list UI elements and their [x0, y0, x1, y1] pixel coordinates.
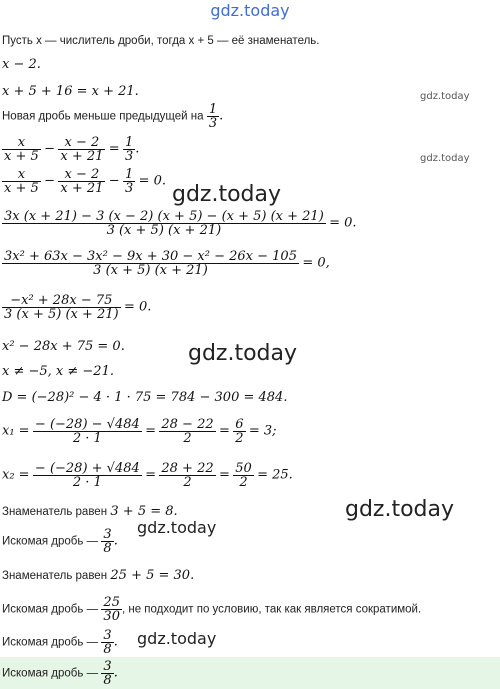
equation-line: $\frac{x}{x + 5}$ − $\frac{x - 2}{x + 21}$ − $\frac{1}{3}$ = 0. — [4, 167, 167, 196]
condition-line: Новая дробь меньше предыдущей на $\frac{1}{3}$ . — [2, 102, 224, 131]
fraction: $\frac{1}{3}$ — [124, 167, 134, 196]
condition-text: Новая дробь меньше предыдущей на — [2, 110, 204, 123]
watermark: gdz.today — [188, 341, 298, 366]
watermark: gdz.today — [420, 153, 470, 164]
watermark: gdz.today — [420, 91, 470, 102]
intro-text: Пусть x — числитель дроби, тогда x + 5 — её знаменатель. — [2, 35, 320, 47]
watermark: gdz.today — [172, 182, 282, 207]
root-1-line: x₁ = $\frac{- (-28) - √484}{2 \cdot 1}$ = $\frac{28 - 22}{2}$ = $\frac{6}{2}$ = 3; — [2, 417, 277, 446]
fraction: $\frac{\text{−x² + 28x − 75}}{3 (x + 5) (x + 21)}$ — [4, 293, 119, 322]
expr-denominator: x + 5 + 16 = x + 21. — [2, 84, 139, 99]
watermark: gdz.today — [137, 518, 217, 537]
root-2-line: x₂ = $\frac{- (-28) + √484}{2 \cdot 1}$ = $\frac{28 + 22}{2}$ = $\frac{50}{2}$ = 25. — [2, 461, 293, 490]
fraction: $\frac{1}{3}$ — [124, 135, 134, 164]
watermark-top: gdz.today — [210, 1, 290, 20]
answer-candidate-line: Искомая дробь — $\frac{3}{8}$ . — [2, 527, 118, 556]
fraction: $\frac{3x (x + 21) - 3 (x - 2) (x + 5) - (x + 5) (x + 21)}{3 (x + 5) (x + 21)}$ — [4, 209, 324, 238]
domain-restriction: x ≠ −5, x ≠ −21. — [2, 364, 114, 379]
fraction: $\frac{6}{2}$ — [235, 417, 244, 446]
fraction: $\frac{3}{8}$ — [103, 659, 112, 688]
rejected-candidate-line: Искомая дробь — $\frac{25}{30}$ , не подходит по условию, так как является сократимой. — [2, 595, 422, 624]
fraction: $\frac{25}{30}$ — [103, 595, 120, 624]
fraction: $\frac{- (-28) - √484}{2 \cdot 1}$ — [34, 417, 140, 446]
watermark: gdz.today — [137, 629, 217, 648]
fraction: $\frac{50}{2}$ — [235, 461, 252, 490]
answer-candidate-line: Искомая дробь — $\frac{3}{8}$ . — [2, 628, 118, 657]
denominator-line: Знаменатель равен 25 + 5 = 30. — [2, 568, 195, 583]
quadratic-equation: x² − 28x + 75 = 0. — [2, 339, 125, 354]
fraction: $\frac{3}{8}$ — [103, 527, 112, 556]
fraction: $\frac{\text{3x² + 63x − 3x² − 9x + 30 − x² − 26x − 105}}{3 (x + 5) (x + 21)}$ — [4, 249, 297, 278]
fraction: $\frac{x}{x + 5}$ — [4, 135, 39, 164]
fraction: $\frac{3}{8}$ — [103, 628, 112, 657]
watermark: gdz.today — [345, 497, 455, 522]
expr-numerator: x − 2. — [2, 57, 41, 72]
fraction: $\frac{- (-28) + √484}{2 \cdot 1}$ — [34, 461, 140, 490]
fraction: $\frac{x - 2}{x + 21}$ — [60, 135, 104, 164]
equation-line: $\frac{3x (x + 21) - 3 (x - 2) (x + 5) - (x + 5) (x + 21)}{3 (x + 5) (x + 21)}$ = 0. — [4, 209, 357, 238]
equation-line: $\frac{\text{3x² + 63x − 3x² − 9x + 30 − x² − 26x − 105}}{3 (x + 5) (x + 21)}$ = 0, — [4, 249, 330, 278]
denominator-line: Знаменатель равен 3 + 5 = 8. — [2, 504, 178, 519]
fraction: $\frac{28 + 22}{2}$ — [161, 461, 214, 490]
equation-line: $\frac{\text{−x² + 28x − 75}}{3 (x + 5) (x + 21)}$ = 0. — [4, 293, 152, 322]
fraction: $\frac{x}{x + 5}$ — [4, 167, 39, 196]
fraction: $\frac{x - 2}{x + 21}$ — [60, 167, 104, 196]
equation-line: $\frac{x}{x + 5}$ − $\frac{x - 2}{x + 21}$ = $\frac{1}{3}$ . — [4, 135, 140, 164]
discriminant: D = (−28)² − 4 · 1 · 75 = 784 − 300 = 484. — [2, 390, 288, 405]
fraction: $\frac{1}{3}$ — [208, 102, 218, 131]
final-answer-line: Искомая дробь — $\frac{3}{8}$ . — [2, 659, 118, 688]
fraction: $\frac{28 - 22}{2}$ — [161, 417, 214, 446]
